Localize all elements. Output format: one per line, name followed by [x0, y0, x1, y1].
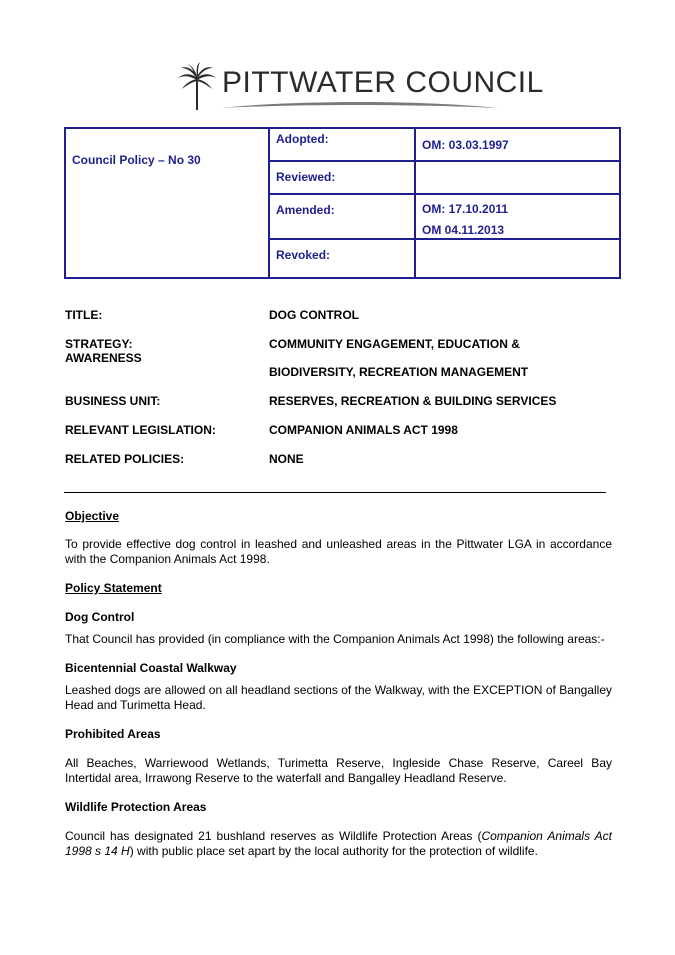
wildlife-text-part1: Council has designated 21 bushland reserves as Wildlife Protection Areas (	[65, 829, 482, 843]
revoked-value	[416, 240, 619, 277]
business-unit-label: BUSINESS UNIT:	[65, 394, 161, 408]
table-row-adopted	[270, 129, 619, 162]
palm-tree-icon	[176, 62, 216, 112]
strategy-value-line2: BIODIVERSITY, RECREATION MANAGEMENT	[269, 365, 529, 379]
legislation-label: RELEVANT LEGISLATION:	[65, 423, 216, 437]
walkway-text: Leashed dogs are allowed on all headland sections of the Walkway, with the EXCEPTION of Bangalley Head and Turimetta Head.	[65, 683, 612, 712]
adopted-label: Adopted:	[270, 129, 416, 160]
adopted-date: OM: 03.03.1997	[422, 138, 509, 152]
policy-body	[65, 509, 612, 859]
strategy-value-line1: COMMUNITY ENGAGEMENT, EDUCATION &	[269, 337, 520, 351]
prohibited-heading: Prohibited Areas	[65, 727, 161, 741]
related-policies-label: RELATED POLICIES:	[65, 452, 185, 466]
objective-heading: Objective	[65, 509, 120, 523]
adopted-value	[416, 129, 619, 160]
wildlife-text-part2: ) with public place set apart by the local authority for the protection of wildlife.	[129, 844, 538, 858]
council-name: PITTWATER COUNCIL	[222, 66, 544, 99]
policy-number: Council Policy – No 30	[72, 153, 201, 167]
prohibited-text: All Beaches, Warriewood Wetlands, Turimetta Reserve, Ingleside Chase Reserve, Careel Bay Intertidal area, Irrawong Reserve to the waterfall and Bangalley Headland Reserve.	[65, 756, 612, 785]
amended-date-1: OM: 17.10.2011	[422, 202, 509, 216]
title-value: DOG CONTROL	[269, 308, 359, 322]
amended-date-2: OM 04.11.2013	[422, 223, 505, 237]
policy-info-table	[64, 127, 621, 279]
business-unit-value: RESERVES, RECREATION & BUILDING SERVICES	[269, 394, 557, 408]
section-divider	[64, 492, 606, 493]
legislation-value: COMPANION ANIMALS ACT 1998	[269, 423, 458, 437]
wildlife-text	[65, 829, 612, 859]
reviewed-value	[416, 162, 619, 193]
council-logo	[176, 62, 544, 117]
table-row-revoked	[270, 240, 619, 277]
amended-value	[416, 195, 619, 238]
amended-label: Amended:	[270, 195, 416, 238]
table-row-reviewed	[270, 162, 619, 195]
dog-control-text: That Council has provided (in compliance with the Companion Animals Act 1998) the following areas:-	[65, 632, 605, 646]
strategy-label-line1: STRATEGY:	[65, 337, 133, 351]
title-label: TITLE:	[65, 308, 103, 322]
strategy-label	[65, 337, 265, 365]
walkway-heading: Bicentennial Coastal Walkway	[65, 661, 237, 675]
wildlife-heading: Wildlife Protection Areas	[65, 800, 207, 814]
objective-text: To provide effective dog control in leashed and unleashed areas in the Pittwater LGA in accordance with the Companion Animals Act 1998.	[65, 537, 612, 566]
dog-control-heading: Dog Control	[65, 610, 135, 624]
strategy-value	[269, 337, 619, 393]
strategy-label-line2: AWARENESS	[65, 351, 142, 365]
table-row-amended	[270, 195, 619, 240]
logo-swoosh	[218, 98, 500, 112]
policy-statement-heading: Policy Statement	[65, 581, 162, 595]
policy-number-cell	[66, 129, 270, 277]
related-policies-value: NONE	[269, 452, 304, 466]
revoked-label: Revoked:	[270, 240, 416, 277]
wildlife-act-reference: Companion Animals Act 1998 s 14 H	[65, 829, 612, 858]
reviewed-label: Reviewed:	[270, 162, 416, 193]
